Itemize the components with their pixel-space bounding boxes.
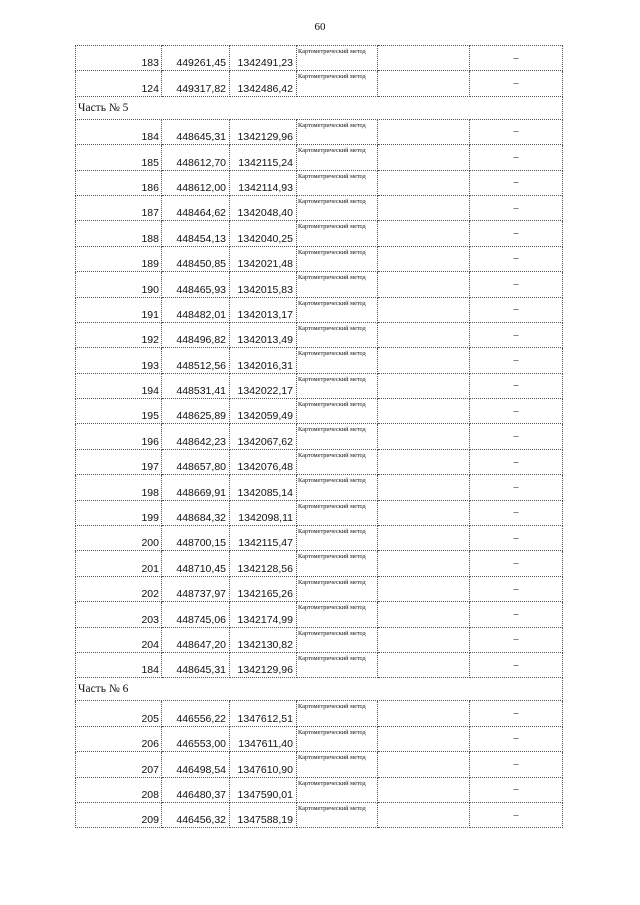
method-cell: Картометрический метод: [297, 602, 378, 627]
accuracy-dash-cell: –: [470, 777, 563, 802]
y-coordinate-cell: 1347612,51: [230, 701, 297, 726]
x-coordinate-cell: 448684,32: [162, 500, 230, 525]
empty-cell: [378, 297, 470, 322]
table-row: [76, 297, 563, 322]
method-cell: Картометрический метод: [297, 119, 378, 144]
empty-cell: [378, 752, 470, 777]
method-cell: Картометрический метод: [297, 246, 378, 271]
table-row: [76, 802, 563, 827]
x-coordinate-cell: 448531,41: [162, 373, 230, 398]
empty-cell: [378, 373, 470, 398]
empty-cell: [378, 802, 470, 827]
y-coordinate-cell: 1342491,23: [230, 46, 297, 71]
empty-cell: [378, 322, 470, 347]
method-cell: Картометрический метод: [297, 145, 378, 170]
empty-cell: [378, 627, 470, 652]
empty-cell: [378, 526, 470, 551]
y-coordinate-cell: 1347588,19: [230, 802, 297, 827]
method-cell: Картометрический метод: [297, 551, 378, 576]
x-coordinate-cell: 448512,56: [162, 348, 230, 373]
x-coordinate-cell: 448450,85: [162, 246, 230, 271]
accuracy-dash-cell: –: [470, 526, 563, 551]
empty-cell: [378, 652, 470, 677]
table-row: [76, 348, 563, 373]
y-coordinate-cell: 1342174,99: [230, 602, 297, 627]
point-number-cell: 187: [76, 195, 162, 220]
point-number-cell: 186: [76, 170, 162, 195]
x-coordinate-cell: 448657,80: [162, 449, 230, 474]
empty-cell: [378, 777, 470, 802]
y-coordinate-cell: 1342015,83: [230, 272, 297, 297]
y-coordinate-cell: 1342128,56: [230, 551, 297, 576]
y-coordinate-cell: 1342076,48: [230, 449, 297, 474]
x-coordinate-cell: 448745,06: [162, 602, 230, 627]
point-number-cell: 189: [76, 246, 162, 271]
table-row: [76, 500, 563, 525]
point-number-cell: 199: [76, 500, 162, 525]
point-number-cell: 194: [76, 373, 162, 398]
method-cell: Картометрический метод: [297, 348, 378, 373]
method-cell: Картометрический метод: [297, 221, 378, 246]
x-coordinate-cell: 449261,45: [162, 46, 230, 71]
empty-cell: [378, 46, 470, 71]
method-cell: Картометрический метод: [297, 500, 378, 525]
table-row: [76, 777, 563, 802]
accuracy-dash-cell: –: [470, 221, 563, 246]
y-coordinate-cell: 1342048,40: [230, 195, 297, 220]
table-row: [76, 170, 563, 195]
table-row: [76, 526, 563, 551]
method-cell: Картометрический метод: [297, 627, 378, 652]
method-cell: Картометрический метод: [297, 752, 378, 777]
point-number-cell: 201: [76, 551, 162, 576]
empty-cell: [378, 576, 470, 601]
empty-cell: [378, 246, 470, 271]
table-row: [76, 752, 563, 777]
x-coordinate-cell: 448710,45: [162, 551, 230, 576]
table-row: [76, 449, 563, 474]
x-coordinate-cell: 448612,00: [162, 170, 230, 195]
accuracy-dash-cell: –: [470, 145, 563, 170]
method-cell: Картометрический метод: [297, 46, 378, 71]
table-row: [76, 272, 563, 297]
y-coordinate-cell: 1342040,25: [230, 221, 297, 246]
point-number-cell: 195: [76, 399, 162, 424]
empty-cell: [378, 602, 470, 627]
table-row: [76, 46, 563, 71]
x-coordinate-cell: 446553,00: [162, 726, 230, 751]
x-coordinate-cell: 448454,13: [162, 221, 230, 246]
method-cell: Картометрический метод: [297, 777, 378, 802]
accuracy-dash-cell: –: [470, 752, 563, 777]
point-number-cell: 190: [76, 272, 162, 297]
section-header-row: [76, 678, 563, 701]
coordinates-table-body: [76, 46, 563, 828]
accuracy-dash-cell: –: [470, 475, 563, 500]
method-cell: Картометрический метод: [297, 170, 378, 195]
empty-cell: [378, 272, 470, 297]
method-cell: Картометрический метод: [297, 71, 378, 96]
x-coordinate-cell: 446456,32: [162, 802, 230, 827]
table-row: [76, 246, 563, 271]
page-number: 60: [314, 21, 326, 33]
table-row: [76, 627, 563, 652]
y-coordinate-cell: 1342129,96: [230, 119, 297, 144]
y-coordinate-cell: 1342114,93: [230, 170, 297, 195]
accuracy-dash-cell: –: [470, 119, 563, 144]
table-row: [76, 424, 563, 449]
table-row: [76, 652, 563, 677]
accuracy-dash-cell: –: [470, 602, 563, 627]
method-cell: Картометрический метод: [297, 195, 378, 220]
accuracy-dash-cell: –: [470, 272, 563, 297]
point-number-cell: 205: [76, 701, 162, 726]
method-cell: Картометрический метод: [297, 576, 378, 601]
section-title: Часть № 5: [76, 96, 563, 119]
point-number-cell: 183: [76, 46, 162, 71]
x-coordinate-cell: 448647,20: [162, 627, 230, 652]
table-row: [76, 726, 563, 751]
point-number-cell: 191: [76, 297, 162, 322]
point-number-cell: 206: [76, 726, 162, 751]
point-number-cell: 193: [76, 348, 162, 373]
method-cell: Картометрический метод: [297, 322, 378, 347]
point-number-cell: 184: [76, 652, 162, 677]
section-title: Часть № 6: [76, 678, 563, 701]
accuracy-dash-cell: –: [470, 246, 563, 271]
accuracy-dash-cell: –: [470, 652, 563, 677]
empty-cell: [378, 500, 470, 525]
table-row: [76, 195, 563, 220]
accuracy-dash-cell: –: [470, 322, 563, 347]
y-coordinate-cell: 1342021,48: [230, 246, 297, 271]
x-coordinate-cell: 448465,93: [162, 272, 230, 297]
accuracy-dash-cell: –: [470, 170, 563, 195]
accuracy-dash-cell: –: [470, 551, 563, 576]
x-coordinate-cell: 446480,37: [162, 777, 230, 802]
point-number-cell: 207: [76, 752, 162, 777]
table-row: [76, 602, 563, 627]
empty-cell: [378, 424, 470, 449]
y-coordinate-cell: 1342115,24: [230, 145, 297, 170]
accuracy-dash-cell: –: [470, 399, 563, 424]
x-coordinate-cell: 448645,31: [162, 119, 230, 144]
empty-cell: [378, 399, 470, 424]
accuracy-dash-cell: –: [470, 627, 563, 652]
point-number-cell: 196: [76, 424, 162, 449]
method-cell: Картометрический метод: [297, 526, 378, 551]
table-row: [76, 119, 563, 144]
point-number-cell: 198: [76, 475, 162, 500]
coordinates-table: [75, 45, 563, 828]
method-cell: Картометрический метод: [297, 424, 378, 449]
y-coordinate-cell: 1342067,62: [230, 424, 297, 449]
x-coordinate-cell: 448645,31: [162, 652, 230, 677]
method-cell: Картометрический метод: [297, 726, 378, 751]
accuracy-dash-cell: –: [470, 802, 563, 827]
y-coordinate-cell: 1342115,47: [230, 526, 297, 551]
method-cell: Картометрический метод: [297, 449, 378, 474]
accuracy-dash-cell: –: [470, 195, 563, 220]
accuracy-dash-cell: –: [470, 449, 563, 474]
point-number-cell: 200: [76, 526, 162, 551]
x-coordinate-cell: 448642,23: [162, 424, 230, 449]
accuracy-dash-cell: –: [470, 46, 563, 71]
method-cell: Картометрический метод: [297, 802, 378, 827]
y-coordinate-cell: 1342098,11: [230, 500, 297, 525]
empty-cell: [378, 221, 470, 246]
empty-cell: [378, 145, 470, 170]
y-coordinate-cell: 1342130,82: [230, 627, 297, 652]
empty-cell: [378, 348, 470, 373]
x-coordinate-cell: 448737,97: [162, 576, 230, 601]
x-coordinate-cell: 448464,62: [162, 195, 230, 220]
empty-cell: [378, 195, 470, 220]
table-row: [76, 221, 563, 246]
method-cell: Картометрический метод: [297, 297, 378, 322]
y-coordinate-cell: 1347590,01: [230, 777, 297, 802]
method-cell: Картометрический метод: [297, 652, 378, 677]
y-coordinate-cell: 1347610,90: [230, 752, 297, 777]
x-coordinate-cell: 449317,82: [162, 71, 230, 96]
point-number-cell: 184: [76, 119, 162, 144]
method-cell: Картометрический метод: [297, 373, 378, 398]
accuracy-dash-cell: –: [470, 373, 563, 398]
empty-cell: [378, 170, 470, 195]
table-row: [76, 576, 563, 601]
point-number-cell: 209: [76, 802, 162, 827]
accuracy-dash-cell: –: [470, 348, 563, 373]
accuracy-dash-cell: –: [470, 576, 563, 601]
accuracy-dash-cell: –: [470, 71, 563, 96]
y-coordinate-cell: 1342085,14: [230, 475, 297, 500]
empty-cell: [378, 71, 470, 96]
table-row: [76, 373, 563, 398]
table-row: [76, 399, 563, 424]
table-row: [76, 475, 563, 500]
y-coordinate-cell: 1342016,31: [230, 348, 297, 373]
y-coordinate-cell: 1342129,96: [230, 652, 297, 677]
y-coordinate-cell: 1342059,49: [230, 399, 297, 424]
point-number-cell: 124: [76, 71, 162, 96]
empty-cell: [378, 119, 470, 144]
table-row: [76, 322, 563, 347]
method-cell: Картометрический метод: [297, 272, 378, 297]
x-coordinate-cell: 448700,15: [162, 526, 230, 551]
method-cell: Картометрический метод: [297, 701, 378, 726]
point-number-cell: 208: [76, 777, 162, 802]
x-coordinate-cell: 448482,01: [162, 297, 230, 322]
method-cell: Картометрический метод: [297, 475, 378, 500]
y-coordinate-cell: 1342165,26: [230, 576, 297, 601]
table-row: [76, 71, 563, 96]
point-number-cell: 202: [76, 576, 162, 601]
point-number-cell: 188: [76, 221, 162, 246]
accuracy-dash-cell: –: [470, 701, 563, 726]
table-row: [76, 551, 563, 576]
accuracy-dash-cell: –: [470, 726, 563, 751]
empty-cell: [378, 726, 470, 751]
point-number-cell: 185: [76, 145, 162, 170]
accuracy-dash-cell: –: [470, 297, 563, 322]
x-coordinate-cell: 446556,22: [162, 701, 230, 726]
accuracy-dash-cell: –: [470, 500, 563, 525]
point-number-cell: 197: [76, 449, 162, 474]
empty-cell: [378, 551, 470, 576]
table-row: [76, 701, 563, 726]
empty-cell: [378, 701, 470, 726]
y-coordinate-cell: 1342486,42: [230, 71, 297, 96]
empty-cell: [378, 475, 470, 500]
point-number-cell: 203: [76, 602, 162, 627]
y-coordinate-cell: 1347611,40: [230, 726, 297, 751]
x-coordinate-cell: 448625,89: [162, 399, 230, 424]
section-header-row: [76, 96, 563, 119]
table-row: [76, 145, 563, 170]
point-number-cell: 192: [76, 322, 162, 347]
x-coordinate-cell: 448612,70: [162, 145, 230, 170]
x-coordinate-cell: 446498,54: [162, 752, 230, 777]
empty-cell: [378, 449, 470, 474]
y-coordinate-cell: 1342013,49: [230, 322, 297, 347]
x-coordinate-cell: 448669,91: [162, 475, 230, 500]
x-coordinate-cell: 448496,82: [162, 322, 230, 347]
method-cell: Картометрический метод: [297, 399, 378, 424]
point-number-cell: 204: [76, 627, 162, 652]
y-coordinate-cell: 1342022,17: [230, 373, 297, 398]
y-coordinate-cell: 1342013,17: [230, 297, 297, 322]
accuracy-dash-cell: –: [470, 424, 563, 449]
